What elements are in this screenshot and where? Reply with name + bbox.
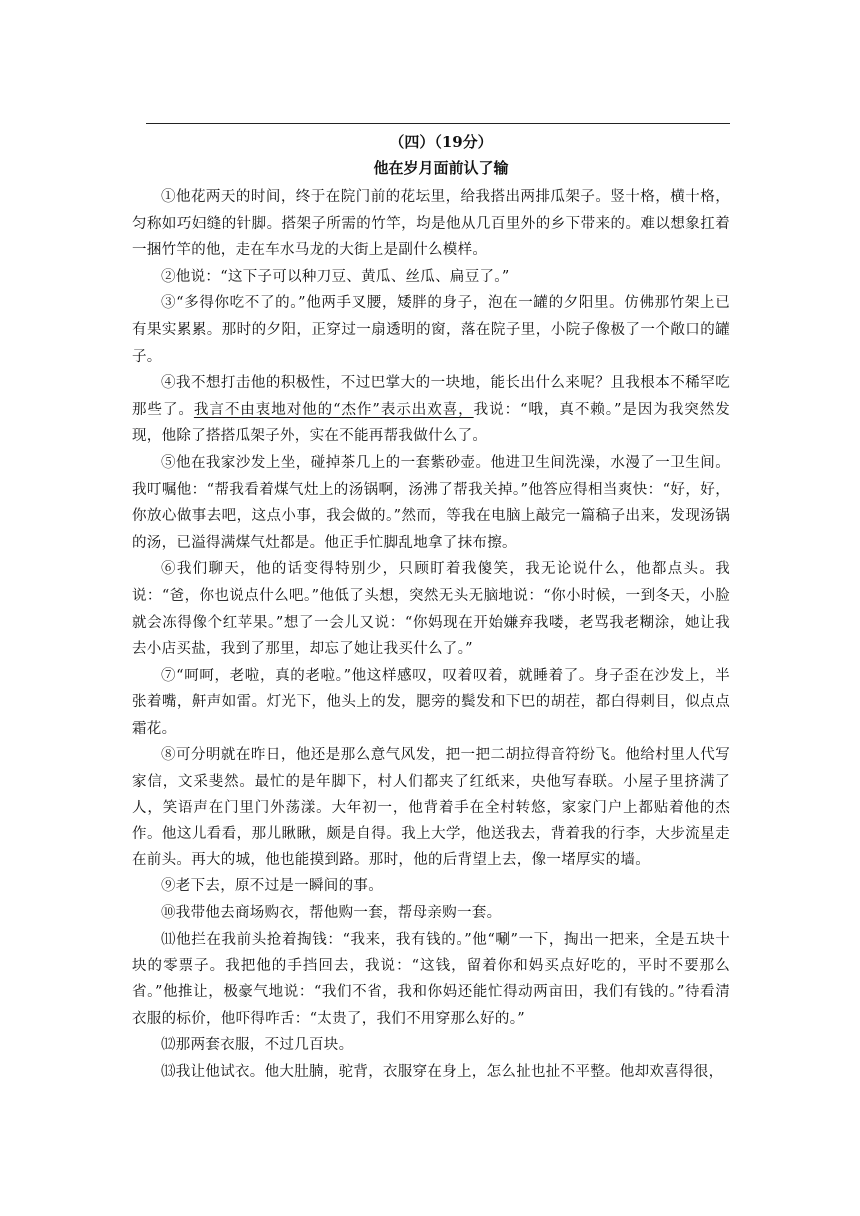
paragraph-6: ⑥我们聊天，他的话变得特别少，只顾盯着我傻笑，我无论说什么，他都点头。我说：“爸，你也说点什么吧。”他低了头想，突然无头无脑地说：“你小时候，一到冬天，小脸就会冻得像个红苹果。”想了一会儿又说：“你妈现在开始嫌弃我喽，老骂我老糊涂，她让我去小店买盐，我到了那里，却忘了她让我买什么了。” xyxy=(132,561,730,658)
paragraph-13: ⒀我让他试衣。他大肚腩，驼背，衣服穿在身上，怎么扯也扯不平整。他却欢喜得很， xyxy=(161,1063,724,1080)
paragraph-12: ⑿那两套衣服，不过几百块。 xyxy=(161,1037,354,1054)
paragraph-8: ⑧可分明就在昨日，他还是那么意气风发，把一把二胡拉得音符纷飞。他给村里人代写家信，文采斐然。最忙的是年脚下，村人们都夹了红纸来，央他写春联。小屋子里挤满了人，笑语声在门里门外荡漾。大年初一，他背着手在全村转悠，家家门户上都贴着他的杰作。他这儿看看，那儿瞅瞅，颇是自得。我上大学，他送我去，背着我的行李，大步流星走在前头。再大的城，他也能摸到路。那时，他的后背望上去，像一堵厚实的墙。 xyxy=(132,747,730,869)
paragraph-2: ②他说：“这下子可以种刀豆、黄瓜、丝瓜、扁豆了。” xyxy=(161,268,510,285)
header-rule xyxy=(146,123,730,124)
paragraph-4 xyxy=(132,370,730,450)
paragraph-7: ⑦“呵呵，老啦，真的老啦。”他这样感叹，叹着叹着，就睡着了。身子歪在沙发上，半张着嘴，鼾声如雷。灯光下，他头上的发，腮旁的鬓发和下巴的胡茬，都白得刺目，似点点霜花。 xyxy=(132,667,730,737)
paragraph-9: ⑨老下去，原不过是一瞬间的事。 xyxy=(161,878,383,895)
article-body xyxy=(132,130,730,1085)
underlined-sentence: 我言不由衷地对他的“杰作”表示出欢喜， xyxy=(193,401,474,418)
paragraph-11: ⑾他拦在我前头抢着掏钱：“我来，我有钱的。”他“唰”一下，掏出一把来，全是五块十块的零票子。我把他的手挡回去，我说：“这钱，留着你和妈买点好吃的，平时不要那么省。”他推让，极豪气地说：“我们不省，我和你妈还能忙得动两亩田，我们有钱的。”待看清衣服的标价，他吓得咋舌：“太贵了，我们不用穿那么好的。” xyxy=(132,931,730,1027)
article-title: 他在岁月面前认了输 xyxy=(373,159,509,177)
paragraph-4-text-a: ④我不想打击他的积极性，不过巴掌大的一块地，能长出什么来呢？且我根本不稀罕吃那些了。 xyxy=(132,375,730,418)
section-title: （四）（19分） xyxy=(389,133,493,151)
paragraph-3: ③“多得你吃不了的。”他两手叉腰，矮胖的身子，泡在一罐的夕阳里。仿佛那竹架上已有果实累累。那时的夕阳，正穿过一扇透明的窗，落在院子里，小院子像极了一个敞口的罐子。 xyxy=(132,295,730,365)
paragraph-1: ①他花两天的时间，终于在院门前的花坛里，给我搭出两排瓜架子。竖十格，横十格，匀称如巧妇缝的针脚。搭架子所需的竹竿，均是他从几百里外的乡下带来的。难以想象扛着一捆竹竿的他，走在车水马龙的大街上是副什么模样。 xyxy=(132,189,730,259)
paragraph-5: ⑤他在我家沙发上坐，碰掉茶几上的一套紫砂壶。他进卫生间洗澡，水漫了一卫生间。我叮嘱他：“帮我看着煤气灶上的汤锅啊，汤沸了帮我关掉。”他答应得相当爽快：“好，好，你放心做事去吧，这点小事，我会做的。”然而，等我在电脑上敲完一篇稿子出来，发现汤锅的汤，已溢得满煤气灶都是。他正手忙脚乱地拿了抹布擦。 xyxy=(132,454,730,551)
paragraph-4-text-b: 我说：“哦，真不赖。”是因为我突然发现，他除了搭搭瓜架子外，实在不能再帮我做什么了。 xyxy=(132,401,730,445)
paragraph-10: ⑩我带他去商场购衣，帮他购一套，帮母亲购一套。 xyxy=(161,905,502,922)
